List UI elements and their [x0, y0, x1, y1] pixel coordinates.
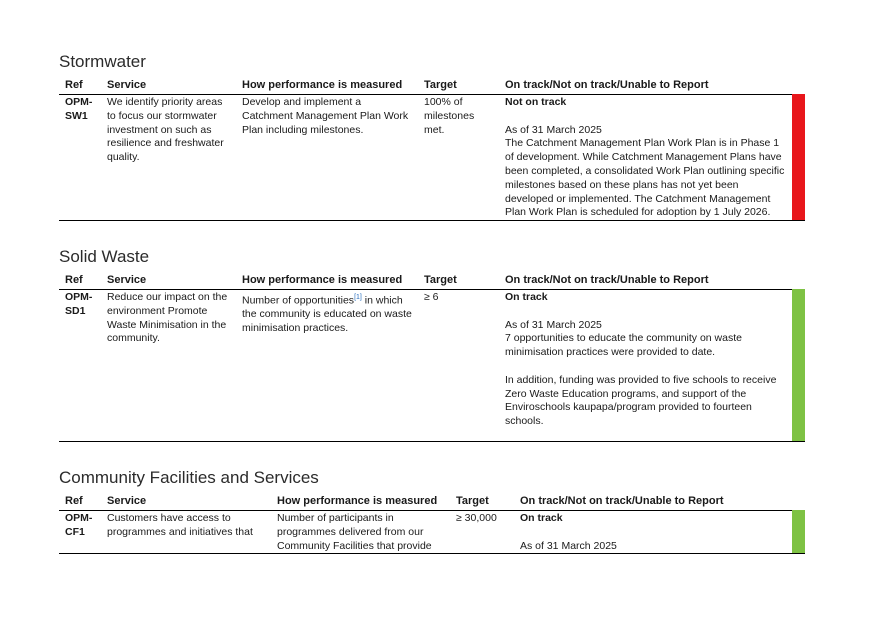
header-measure: How performance is measured	[242, 79, 403, 91]
header-status: On track/Not on track/Unable to Report	[505, 79, 709, 91]
service-cell: Customers have access to programmes and initiatives that	[107, 512, 253, 538]
header-status: On track/Not on track/Unable to Report	[520, 495, 724, 507]
table-bottom-rule	[59, 220, 805, 221]
status-cell	[505, 291, 789, 429]
header-divider	[59, 510, 805, 511]
header-status: On track/Not on track/Unable to Report	[505, 274, 709, 286]
service-cell: We identify priority areas to focus our stormwater investment on such as resilience and freshwater quality.	[107, 96, 224, 164]
status-label: Not on track	[505, 96, 567, 108]
table-row	[59, 96, 805, 220]
header-target: Target	[424, 79, 457, 91]
table-row	[59, 291, 805, 441]
status-date: As of 31 March 2025	[505, 318, 602, 331]
measure-cell	[242, 291, 414, 336]
table-bottom-rule	[59, 553, 805, 554]
status-cell	[520, 512, 790, 553]
service-cell: Reduce our impact on the environment Promote Waste Minimisation in the community.	[107, 291, 228, 345]
header-measure: How performance is measured	[277, 495, 438, 507]
header-service: Service	[107, 495, 147, 507]
status-commentary: The Catchment Management Plan Work Plan is in Phase 1 of development. While Catchment Management Plans have been completed, a consolidated Work Plan outlining specific milestones based on these plans has not yet been developed or implemented. The Catchment Management Plan Work Plan is scheduled for adoption by 1 July 2026.	[505, 137, 785, 219]
table-header	[59, 495, 805, 509]
measure-text: Number of opportunities	[242, 294, 355, 307]
section-title: Solid Waste	[59, 247, 150, 266]
status-color-bar-red	[792, 94, 805, 220]
measure-text-cont: in which the community is educated on waste minimisation practices.	[242, 294, 412, 335]
table-bottom-rule	[59, 441, 805, 442]
status-color-bar-green	[792, 510, 805, 553]
status-cell	[505, 96, 789, 220]
section-title: Stormwater	[59, 52, 146, 71]
table-header	[59, 274, 805, 288]
section-title: Community Facilities and Services	[59, 468, 319, 487]
target-cell: 100% of milestones met.	[424, 96, 475, 136]
header-service: Service	[107, 274, 147, 286]
header-service: Service	[107, 79, 147, 91]
status-color-bar-green	[792, 289, 805, 441]
header-divider	[59, 94, 805, 95]
header-ref: Ref	[65, 274, 83, 286]
header-ref: Ref	[65, 495, 83, 507]
header-divider	[59, 289, 805, 290]
status-commentary: 7 opportunities to educate the community on waste minimisation practices were provided to date.	[505, 332, 742, 359]
status-date: As of 31 March 2025	[520, 539, 617, 552]
measure-cell: Number of participants in programmes delivered from our Community Facilities that provide	[277, 512, 432, 552]
measure-cell: Develop and implement a Catchment Management Plan Work Plan including milestones.	[242, 96, 409, 136]
header-measure: How performance is measured	[242, 274, 403, 286]
ref-cell: OPM- SW1	[65, 96, 93, 122]
header-target: Target	[424, 274, 457, 286]
table-header	[59, 79, 805, 93]
target-cell: ≥ 30,000	[456, 512, 497, 524]
status-label: On track	[520, 512, 563, 524]
status-label: On track	[505, 291, 548, 303]
header-ref: Ref	[65, 79, 83, 91]
ref-cell: OPM- CF1	[65, 512, 93, 538]
footnote-link[interactable]: [1]	[354, 294, 362, 301]
status-date: As of 31 March 2025	[505, 123, 602, 136]
table-row	[59, 512, 805, 553]
ref-cell: OPM- SD1	[65, 291, 93, 317]
target-cell: ≥ 6	[424, 291, 439, 303]
header-target: Target	[456, 495, 489, 507]
status-commentary-2: In addition, funding was provided to five schools to receive Zero Waste Education programs, and support of the Enviroschools kaupapa/program provided to fourteen schools.	[505, 373, 777, 428]
